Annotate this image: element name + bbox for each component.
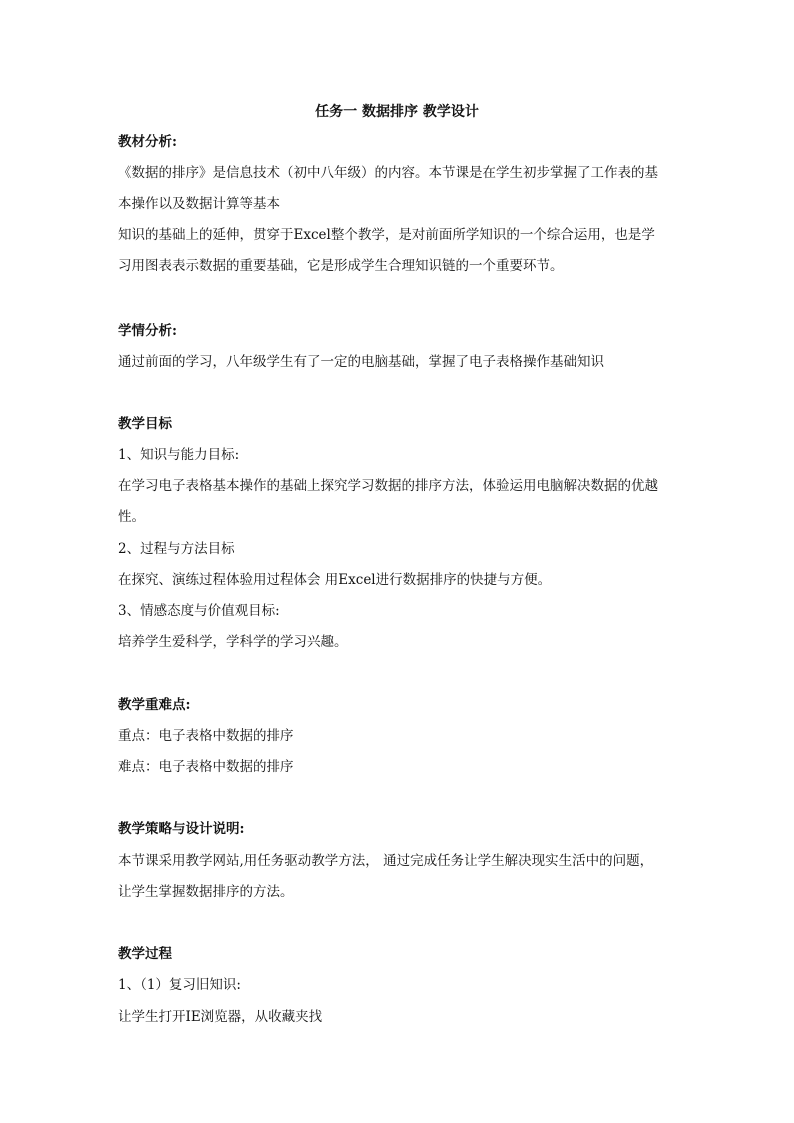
paragraph-line: 本节课采用教学网站,用任务驱动教学方法， 通过完成任务让学生解决现实生活中的问题， (118, 853, 654, 869)
section-heading-student-analysis: 学情分析: (118, 323, 177, 339)
paragraph-line: 2、过程与方法目标 (118, 541, 235, 557)
document-title: 任务一 数据排序 教学设计 (315, 104, 479, 120)
paragraph-line: 难点：电子表格中数据的排序 (118, 759, 294, 775)
section-heading-key-points: 教学重难点: (118, 697, 191, 713)
paragraph-line: 本操作以及数据计算等基本 (118, 196, 280, 212)
paragraph-line: 1、知识与能力目标: (118, 447, 240, 463)
paragraph-line: 习用图表表示数据的重要基础，它是形成学生合理知识链的一个重要环节。 (118, 258, 564, 274)
section-heading-teaching-goals: 教学目标 (118, 416, 172, 432)
section-heading-textbook-analysis: 教材分析: (118, 134, 177, 150)
paragraph-line: 让学生打开IE浏览器，从收藏夹找 (118, 1009, 323, 1025)
paragraph-line: 在探究、演练过程体验用过程体会 用Excel进行数据排序的快捷与方便。 (118, 572, 552, 588)
paragraph-line: 知识的基础上的延伸，贯穿于Excel整个教学，是对前面所学知识的一个综合运用，也是学 (118, 227, 655, 243)
section-heading-strategy: 教学策略与设计说明: (118, 821, 245, 837)
paragraph-line: 让学生掌握数据排序的方法。 (118, 884, 294, 900)
paragraph-line: 1、（1）复习旧知识: (118, 977, 241, 993)
paragraph-line: 3、情感态度与价值观目标: (118, 603, 280, 619)
paragraph-line: 重点：电子表格中数据的排序 (118, 728, 294, 744)
paragraph-line: 性。 (118, 509, 145, 525)
paragraph-line: 在学习电子表格基本操作的基础上探究学习数据的排序方法，体验运用电脑解决数据的优越 (118, 478, 658, 494)
paragraph-line: 通过前面的学习，八年级学生有了一定的电脑基础，掌握了电子表格操作基础知识 (118, 354, 604, 370)
section-heading-process: 教学过程 (118, 946, 172, 962)
paragraph-line: 《数据的排序》是信息技术（初中八年级）的内容。本节课是在学生初步掌握了工作表的基 (118, 165, 658, 181)
paragraph-line: 培养学生爱科学，学科学的学习兴趣。 (118, 634, 348, 650)
